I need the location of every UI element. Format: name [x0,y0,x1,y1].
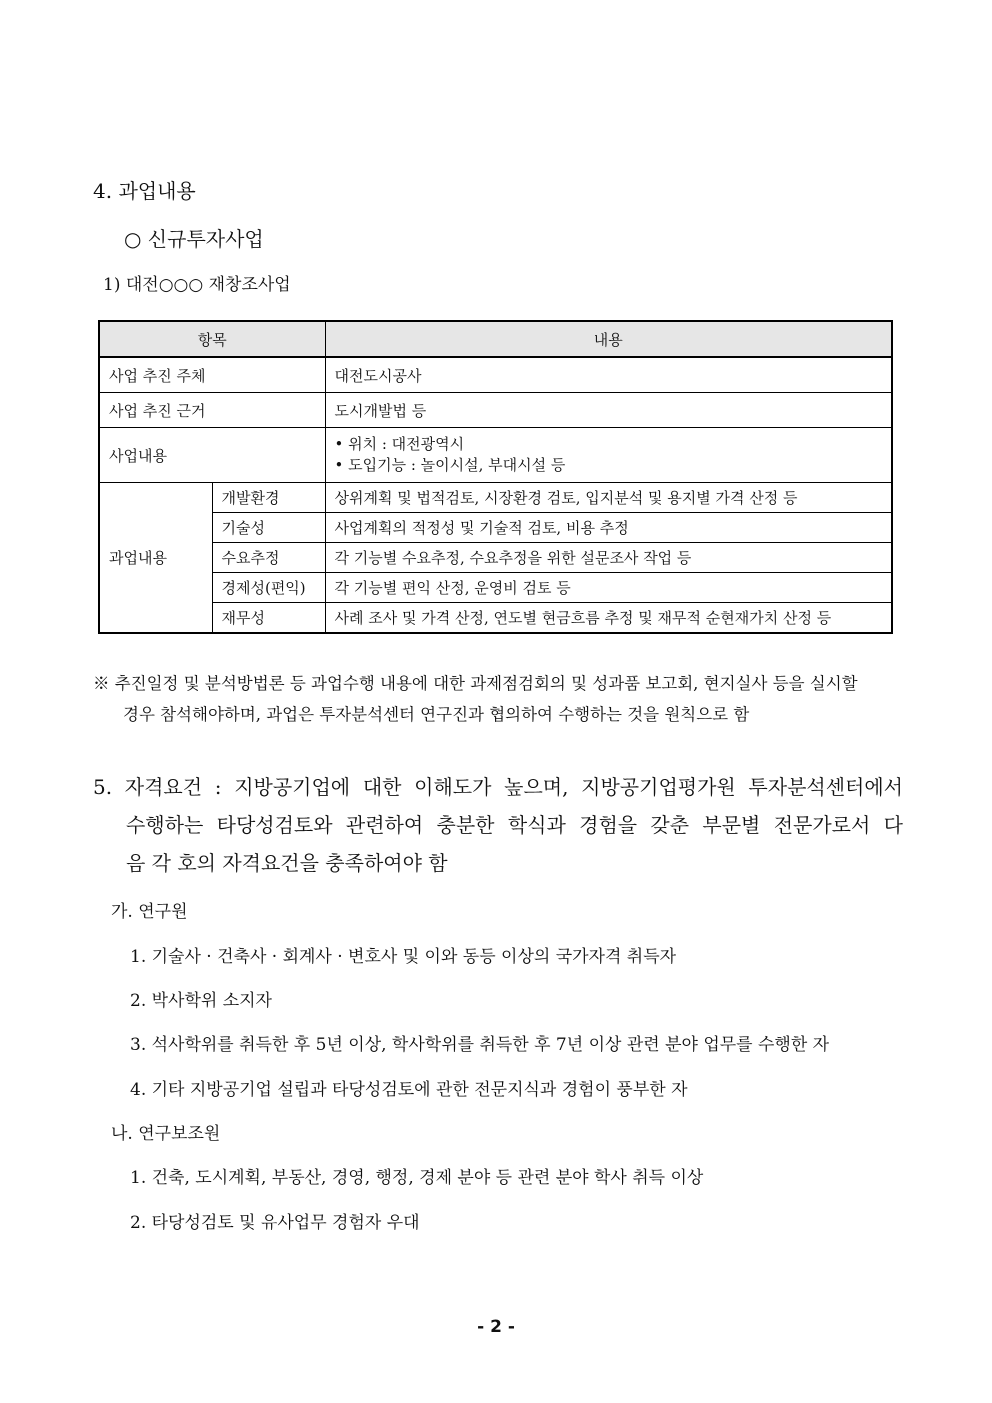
section-5-line-3: 음 각 호의 자격요건을 충족하여야 함 [126,851,448,875]
note-line-2: 경우 참석해야하며, 과업은 투자분석센터 연구진과 협의하여 수행하는 것을 원칙으로 함 [123,705,750,724]
table-row [99,428,892,483]
list-item: 2. 박사학위 소지자 [130,991,272,1011]
row-value: 도시개발법 등 [325,393,892,428]
task-name: 수요추정 [212,543,325,573]
table-row [99,513,892,543]
section-5-line-2: 수행하는 타당성검토와 관련하여 충분한 학식과 경험을 갖춘 부문별 전문가로서 다 [126,813,903,837]
assistant-heading: 나. 연구보조원 [111,1124,221,1144]
subheading-new-investment: ○ 신규투자사업 [124,227,264,251]
list-item: 2. 타당성검토 및 유사업무 경험자 우대 [130,1213,420,1233]
list-item: 1. 건축, 도시계획, 부동산, 경영, 행정, 경제 분야 등 관련 분야 학사 취득 이상 [130,1168,704,1188]
row-label: 사업 추진 주체 [99,357,325,393]
project-table [98,320,893,634]
section-5-line-1: 5. 자격요건 : 지방공기업에 대한 이해도가 높으며, 지방공기업평가원 투자분석센터에서 [93,775,903,799]
table-row [99,393,892,428]
task-desc: 상위계획 및 법적검토, 시장환경 검토, 입지분석 및 용지별 가격 산정 등 [325,483,892,513]
task-group-label: 과업내용 [99,483,212,634]
bullet-function: • 도입기능 : 놀이시설, 부대시설 등 [334,456,566,474]
header-item: 항목 [99,321,325,357]
researcher-heading: 가. 연구원 [111,902,188,922]
task-desc: 각 기능별 편익 산정, 운영비 검토 등 [325,573,892,603]
task-name: 기술성 [212,513,325,543]
table-row [99,573,892,603]
section-5-qualifications [93,768,903,882]
header-content: 내용 [325,321,892,357]
row-label: 사업내용 [99,428,325,483]
row-value [325,428,892,483]
task-name: 개발환경 [212,483,325,513]
table-row [99,483,892,513]
task-desc: 사업계획의 적정성 및 기술적 검토, 비용 추정 [325,513,892,543]
table-row [99,543,892,573]
task-desc: 각 기능별 수요추정, 수요추정을 위한 설문조사 작업 등 [325,543,892,573]
page-number: - 2 - [477,1317,515,1337]
note-line-1: ※ 추진일정 및 분석방법론 등 과업수행 내용에 대한 과제점검회의 및 성과품 보고회, 현지실사 등을 실시할 [93,674,858,693]
task-name: 재무성 [212,603,325,634]
row-label: 사업 추진 근거 [99,393,325,428]
task-name: 경제성(편익) [212,573,325,603]
bullet-location: • 위치 : 대전광역시 [334,435,465,453]
task-desc: 사례 조사 및 가격 산정, 연도별 현금흐름 추정 및 재무적 순현재가치 산정 등 [325,603,892,634]
project-title: 1) 대전○○○ 재창조사업 [103,275,291,295]
table-row [99,603,892,634]
section-4-heading: 4. 과업내용 [93,179,196,203]
list-item: 3. 석사학위를 취득한 후 5년 이상, 학사학위를 취득한 후 7년 이상 관련 분야 업무를 수행한 자 [130,1035,830,1055]
table-row [99,357,892,393]
row-value: 대전도시공사 [325,357,892,393]
table-header-row [99,321,892,357]
note-paragraph [93,668,903,730]
list-item: 4. 기타 지방공기업 설립과 타당성검토에 관한 전문지식과 경험이 풍부한 자 [130,1080,688,1100]
list-item: 1. 기술사 · 건축사 · 회계사 · 변호사 및 이와 동등 이상의 국가자격 취득자 [130,947,677,967]
